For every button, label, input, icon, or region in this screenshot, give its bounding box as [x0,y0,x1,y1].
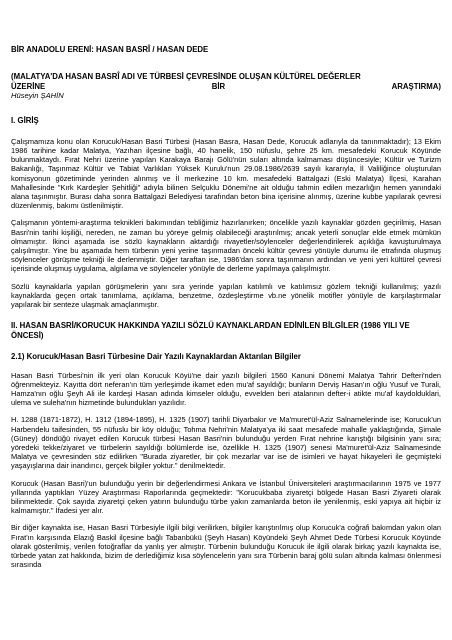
paragraph: Korucuk (Hasan Basri)'un bulunduğu yerin bir değerlendirmesi Ankara ve İstanbul Üniversiteleri araştırmacılarının 1975 ve 1977 yıllarında yaptıkları Yüzey Araştırması Raporlarında geçmektedir: "Korucukbaba ziyaretçi bölgede Hasan Basri Ziyareti olarak bilinmektedir. Çok sayıda ziyaretçi çeken yatırın bulunduğu türbe yakın zamanlarda beton ile yenilenmiş, eski yapıya ait hiçbir iz kalmamıştır." İfadesi yer alır. [11,478,441,516]
paragraph: H. 1288 (1871-1872), H. 1312 (1894-1895), H. 1325 (1907) tarihli Diyarbakır ve Ma'muret'ül-Aziz Salnamelerinde ise; Korucuk'un Harbendelu taifesinden, 55 nüfuslu bir köy olduğu; Tohma Nehri'nin Malatya'ya iki saat mesafede mahalle yaklaştığında, Şimale (Güney) döndüğü rivayet edilen Korucuk türbesi Hasan Basri'nin bulunduğu yerden Fırat nehrine karıştığı bilgisinin yanı sıra; yöredeki tekke/ziyaret ve türbelerin sayıldığı bölümlerde ise, özellikle H. 1325 (1907) senesi Ma'muret'ül-Aziz Salnamesinde Malatya ve çevresinden söz edilirken "Burada ziyaretler, bir çok mezarlar var ise de isimleri ve hayat hikayeleri ile geçmişteki yaşayışlarına dair inandırıcı, gerçek bilgiler yoktur." denilmektedir. [11,415,441,471]
paragraph: Sözlü kaynaklarla yapılan görüşmelerin yanı sıra yerinde yapılan katılımlı ve katılımsız gözlem tekniği kullanılmış; yazılı kaynaklarda geçen ortak tanımlama, açıklama, benzetme, özdeşleştirme vb.ne yönelik motifler yönüyle de karşılaştırmalar yapılarak bir senteze ulaşmak amaçlanmıştır. [11,281,441,310]
paragraph: Çalışmanın yöntemi-araştırma teknikleri bakımından tebliğimiz hazırlanırken; öncelikle yazılı kaynaklar gözden geçirilmiş, Hasan Basri'nin tarihi kişiliği, nereden, ne zaman bu yöreye gelmiş olabileceği araştırılmış; ancak yeterli sonuçlar elde etmek mümkün olmamıştır. İkinci aşamada ise sözlü kaynakların aktardığı rivayetler/söylenceler değerlendirilerek açıklığa kavuşturulmaya çalışılmıştır. Yine bu aşamada hem türbenin yeni yerine taşınmadan önceki kültür çevresi yönüyle durumu ile etrafında oluşmuş söylenceler görüşme tekniği ile derlenmiştir. Diğer taraftan ise, 1986'dan sonra taşınmanın ardından ve yeni yeri kültürel çevresi içerisinde oluşmuş uygulama, algılama ve söylenceler yönüyle de derleme yapılmaya çalışılmıştır. [11,218,441,274]
paragraph: Bir diğer kaynakta ise, Hasan Basri Türbesiyle ilgili bilgi verilirken, bilgiler karıştırılmış olup Korucuk'a coğrafi bakımdan yakın olan Fırat'ın karşısında Elazığ Baskil ilçesine bağlı Tabanbükü (Şeyh Hasan) Köyündeki Şeyh Ahmet Dede Türbesi Korucuk Köyünde olarak gösterilmiş, verilen fotoğraflar da yanlış yer almıştır. Türbenin bulunduğu Korucuk ile ilgili olarak birkaç yazılı kaynakta ise, türbede yatan zat hakkında, bizim de derlediğimiz kısa söylencelerin yanı sıra Türbenin baraj gölü suları altında kalması önlenmesi sırasında [11,523,441,570]
author-name: Hüseyin ŞAHİN [11,91,64,101]
paragraph: Hasan Basri Türbesi'nin ilk yeri olan Korucuk Köyü'ne dair yazılı bilgileri 1560 Kanuni Dönemi Malatya Tahrir Defteri'nden öğrenmekteyiz. Kayıtta dört neferan'ın tüm yerleşimde ikamet eden mu'af sayıldığı; bunların Derviş Hasan'ın oğlu Yusuf ve Turali, Hamza'nın oğlu Şeyh Ali ile kardeşi Hasan adında kimseler olduğu, evvelden beri atalarının defter-i atikte mu'af kaydolduklari, ulema ve suleha'nın hizmetinde bulundukları yazılıdır. [11,370,441,408]
subtitle-word-3: ARAŞTIRMA) [391,81,441,91]
document-title: BİR ANADOLU ERENİ: HASAN BASRÎ / HASAN DEDE [11,45,209,54]
paragraph: Çalışmamıza konu olan Korucuk/Hasan Basri Türbesi (Hasan Basra, Hasan Dede, Korucuk adlarıyla da tanınmaktadır); 13 Ekim 1986 tarihine kadar Malatya, Yazıhan ilçesine bağlı, 40 hanelik, 150 nüfuslu, şehre 25 km. mesafedeki Korucuk Köyünde bulunmaktaydı. Fırat Nehri üzerine yapılan Karakaya Barajı Gölü'nün suları altında kalmaması düşüncesiyle; Kültür ve Turizm Bakanlığı, Taşınmaz Kültür ve Tabiat Varlıkları Yüksek Kurulu'nun 29.08.1986/2639 sayılı kararıyla, İl Valiliğince oluşturulan komisyonun gözetiminde yerinden alınmış ve İl merkezine 10 km. mesafedeki Battalgazi (Eski Malatya) İlçesi, Karahan Mahallesinde "Kırk Kardeşler Şehitliği" adıyla bilinen Selçuklu Dönemi'ne ait olduğu tahmin edilen mezarlığın hemen yanındaki alana taşınmıştır. Burası daha sonra Battalgazi Belediyesi tarafından beton bina içerisine alınmış, üzerine kubbe yapılarak çevresi düzenlenmiş, bakımı üstlenilmiştir. [11,136,441,211]
document-subtitle-line2 [11,82,441,91]
document-page [11,45,441,577]
section-2-1-heading: 2.1) Korucuk/Hasan Basri Türbesine Dair Yazılı Kaynaklardan Aktarılan Bilgiler [11,352,301,362]
section-2-heading: II. HASAN BASRİ/KORUCUK HAKKINDA YAZILI SÖZLÜ KAYNAKLARDAN EDİNİLEN BİLGİLER (1986 YILI VE ÖNCESİ) [11,321,410,340]
subtitle-word-1: ÜZERİNE [11,81,46,91]
document-subtitle: (MALATYA'DA HASAN BASRÎ ADI VE TÜRBESİ ÇEVRESİNDE OLUŞAN KÜLTÜREL DEĞERLER [11,72,361,82]
subtitle-word-2: BİR [211,81,226,91]
section-2-1-body [11,371,441,570]
section-1-body [11,137,441,309]
section-1-heading: I. GİRİŞ [11,116,39,126]
